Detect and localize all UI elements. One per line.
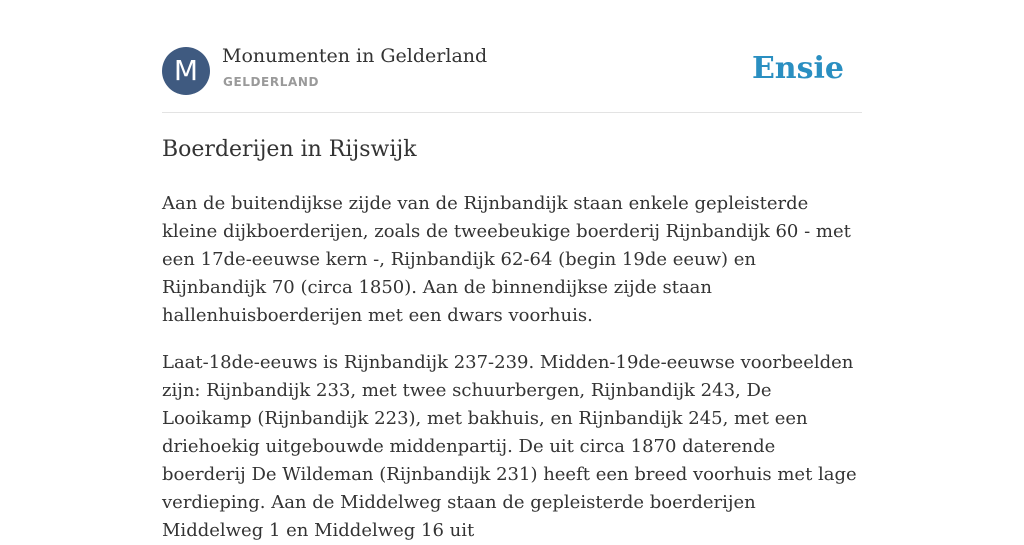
publication-subtitle[interactable]: GELDERLAND xyxy=(223,75,320,89)
article-title: Boerderijen in Rijswijk xyxy=(162,137,417,162)
avatar[interactable]: M xyxy=(162,47,210,95)
brand-logo[interactable]: Ensie xyxy=(751,51,844,86)
header xyxy=(162,0,862,113)
publication-title[interactable]: Monumenten in Gelderland xyxy=(222,45,488,67)
article-paragraph: Laat-18de-eeuws is Rijnbandijk 237-239. Midden-19de-eeuwse voorbeelden zijn: Rijnbandijk 233, met twee schuurbergen, Rijnbandijk 243, De Looikamp (Rijnbandijk 223), met bakhuis, en Rijnbandijk 245, met een driehoekig uitgebouwde middenpartij. De uit circa 1870 daterende boerderij De Wildeman (Rijnbandijk 231) heeft een breed voorhuis met lage verdieping. Aan de Middelweg staan de gepleisterde boerderijen Middelweg 1 en Middelweg 16 uit xyxy=(162,352,857,541)
article-paragraph: Aan de buitendijkse zijde van de Rijnbandijk staan enkele gepleisterde kleine dijkboerderijen, zoals de tweebeukige boerderij Rijnbandijk 60 - met een 17de-eeuwse kern -, Rijnbandijk 62-64 (begin 19de eeuw) en Rijnbandijk 70 (circa 1850). Aan de binnendijkse zijde staan hallenhuisboerderijen met een dwars voorhuis. xyxy=(162,193,851,326)
content-container xyxy=(162,0,862,541)
